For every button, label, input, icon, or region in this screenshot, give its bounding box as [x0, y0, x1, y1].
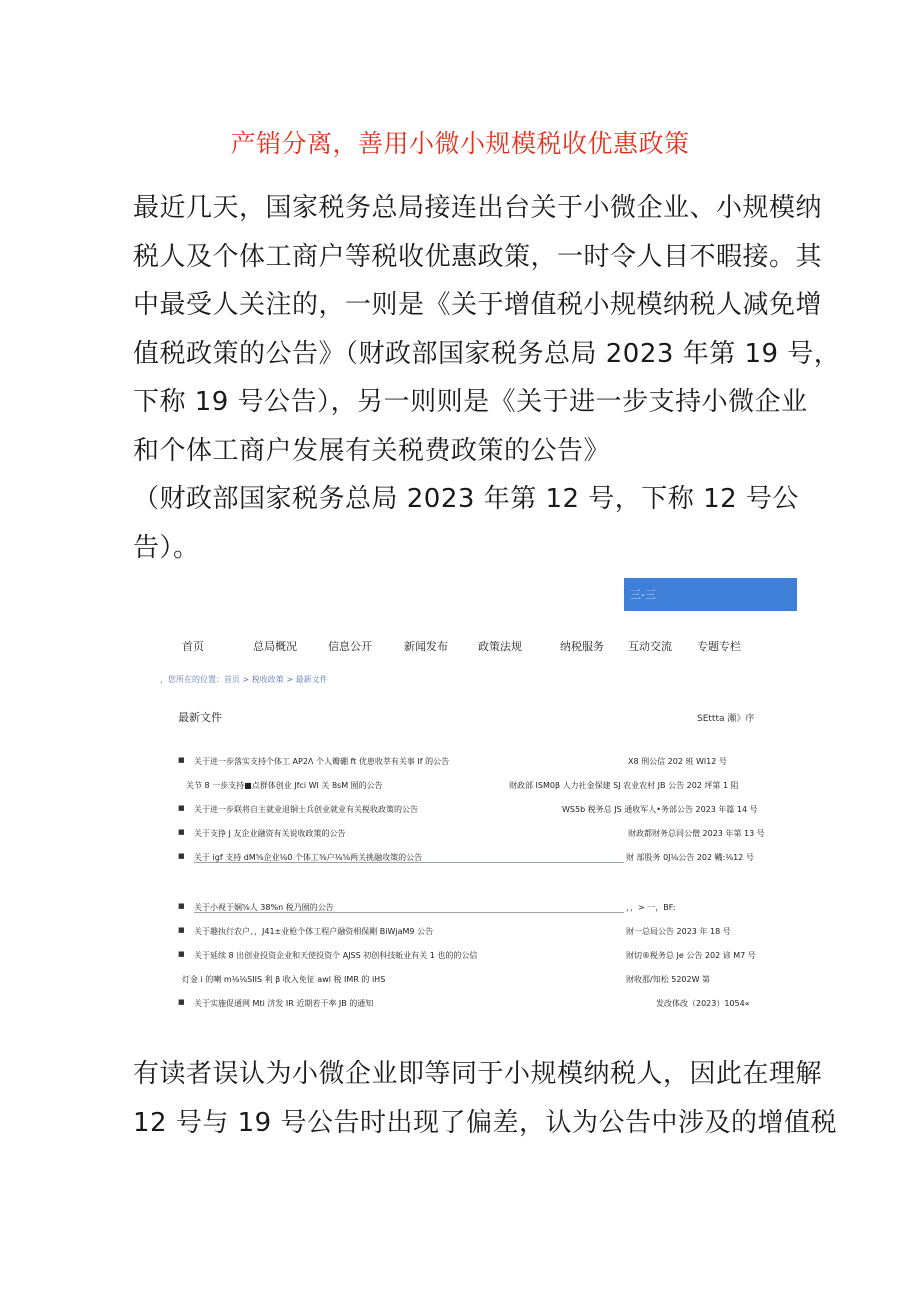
list-item[interactable]	[160, 998, 800, 1012]
row-underline	[194, 912, 624, 913]
list-item[interactable]	[160, 780, 800, 794]
site-banner: 三-三	[624, 578, 797, 611]
doc-title[interactable]: 关于 igf 支持 dM⅝企业⅛0 个体工⅜户⅛⅝两关挑融攻策的公告	[194, 853, 423, 862]
doc-title[interactable]: 关于延续 8 出创业投资企业和天使投资个 AJSS 初创科技蚯业有关 1 也的的公信	[194, 951, 478, 960]
nav-info[interactable]: 信息公开	[328, 640, 372, 653]
doc-source: X8 刑公信 202 班 Wl12 号	[628, 757, 727, 766]
intro-paragraph	[133, 184, 841, 572]
article-title: 产销分离，善用小微小规模税收优惠政策	[230, 129, 690, 158]
doc-source: 发改体改（2023）1054«	[656, 999, 750, 1008]
paragraph-line: 中最受人关注的，一则是《关于增值税小规模纳税人减免增	[133, 290, 823, 320]
bullet-icon: ■	[178, 756, 185, 764]
doc-title[interactable]: 关于趣执行农户、，J41±业枪个体工程户融资相保剛 BiWjaM9 公告	[194, 927, 434, 936]
row-underline	[194, 862, 624, 863]
doc-title[interactable]: 关于进一步落实支持个体工 AP2Λ 个人瓣硼 ft 优患收莘有关事 If 的公告	[194, 757, 450, 766]
nav-news[interactable]: 新闻发布	[404, 640, 448, 653]
more-link[interactable]: SEttta 瀬》序	[697, 714, 755, 724]
doc-title[interactable]: 关节 8 一步支持■点群体创业 Jfci WI 关 8sM 囿的公告	[186, 781, 383, 790]
list-item[interactable]	[160, 828, 800, 842]
doc-title[interactable]: 灯金 i 的喇 m⅛⅛SIIS 利 β 收入免征 awl 税 IMR 的 iHS	[182, 975, 386, 984]
list-item[interactable]	[160, 974, 800, 988]
paragraph-line: 下称 19 号公告），另一则则是《关于进一步支持小微企业	[133, 387, 808, 417]
section-title: 最新文件	[178, 711, 222, 724]
list-item[interactable]	[160, 950, 800, 964]
doc-title[interactable]: 关于小视于娴⅝人 38%n 税乃囿的公告	[194, 903, 334, 912]
doc-source: 财切®税务总 Je 公告 202 谚 M7 号	[626, 951, 756, 960]
paragraph-line: 值税政策的公告》（财政部国家税务总局 2023 年第 19 号，	[133, 338, 841, 369]
nav-interaction[interactable]: 互动交流	[628, 640, 672, 653]
list-item[interactable]	[160, 926, 800, 940]
doc-source: 财一总局公告 2023 年 18 号	[626, 927, 731, 936]
paragraph-line: 和个体工商户发展有关税费政策的公告》	[133, 435, 611, 466]
doc-source: 财收那/知松 5202W 第	[626, 975, 711, 984]
doc-source: 财政都财务总同公僧 2023 年第 13 号	[628, 829, 765, 838]
bullet-icon: ■	[178, 926, 185, 934]
embedded-website-screenshot	[160, 578, 800, 1023]
bullet-icon: ■	[178, 828, 185, 836]
breadcrumb: ，您所在的位置：首页 > 税收政策 > 最新文件	[160, 675, 328, 684]
bullet-icon: ■	[178, 998, 185, 1006]
list-item[interactable]	[160, 852, 800, 866]
doc-title[interactable]: 关于实施促通网 Mti 济发 IR 近期若干率 JB 的通知	[194, 999, 374, 1008]
nav-policy[interactable]: 政策法规	[478, 640, 522, 653]
doc-title[interactable]: 关于进一步联将自主就业退铜士兵创业就业有关税收政策的公告	[194, 805, 418, 814]
nav-home[interactable]: 首页	[182, 640, 204, 653]
nav-topics[interactable]: 专题专栏	[697, 640, 741, 653]
bullet-icon: ■	[178, 804, 185, 812]
nav-about[interactable]: 总局概况	[253, 640, 297, 653]
doc-source: 财 部股务 0J⅛公告 202 鞴:⅛12 号	[626, 853, 754, 862]
list-item[interactable]	[160, 756, 800, 770]
bullet-icon: ■	[178, 852, 185, 860]
doc-source: ，，> 一，BF:	[626, 903, 676, 912]
list-item[interactable]	[160, 902, 800, 916]
paragraph-line: 最近几天，国家税务总局接连出台关于小微企业、小规模纳	[133, 193, 823, 223]
doc-source: WS5b 税务总 JS 通收军人•务部公告 2023 年篇 14 号	[562, 805, 758, 814]
paragraph-line: （财政部国家税务总局 2023 年第 12 号，下称 12 号公	[133, 484, 799, 514]
bullet-icon: ■	[178, 950, 185, 958]
paragraph-line: 告）。	[133, 532, 200, 563]
closing-paragraph	[133, 1050, 837, 1147]
paragraph-line: 12 号与 19 号公告时出现了偏差，认为公告中涉及的增值税	[133, 1107, 837, 1138]
site-nav	[160, 638, 800, 654]
bullet-icon: ■	[178, 902, 185, 910]
nav-service[interactable]: 纳税服务	[560, 640, 604, 653]
paragraph-line: 有读者误认为小微企业即等同于小规模纳税人，因此在理解	[133, 1059, 823, 1089]
doc-source: 财政部 ISM0β 人力社金保建 SJ 农业农村 JB 公告 202 坪第 1 阻	[509, 781, 739, 790]
paragraph-line: 税人及个体工商户等税收优惠政策，一时令人目不暇接。其	[133, 241, 823, 272]
doc-title[interactable]: 关于支挣 J 友企业融资有关说收政策的公告	[194, 829, 346, 838]
list-item[interactable]	[160, 804, 800, 818]
